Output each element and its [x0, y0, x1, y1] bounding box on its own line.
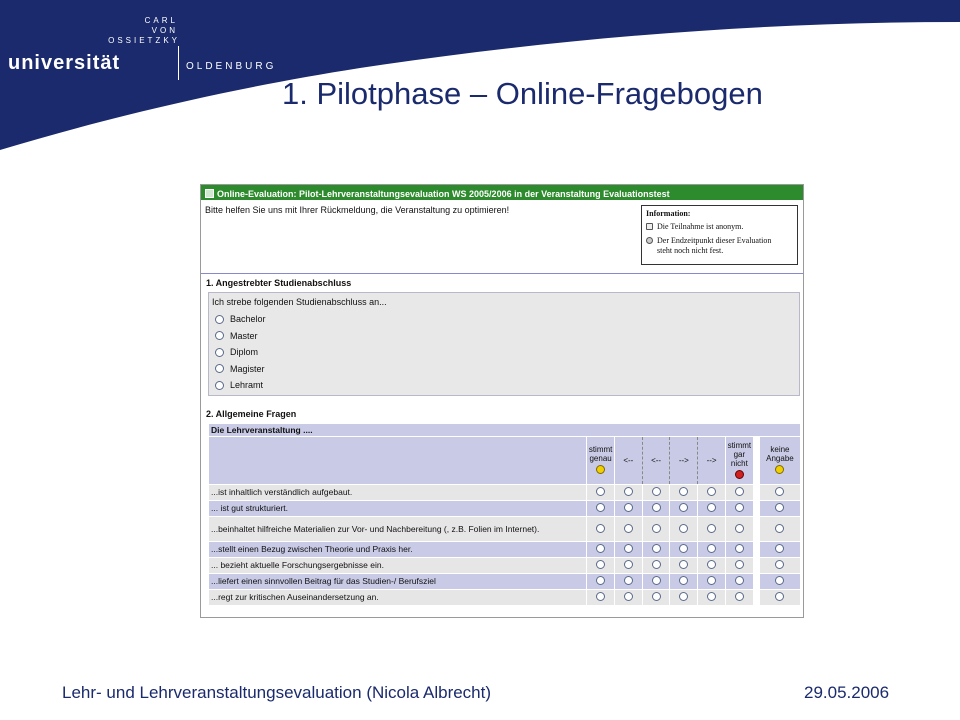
radio-button[interactable] [707, 503, 716, 512]
radio-button[interactable] [652, 524, 661, 533]
radio-button[interactable] [735, 487, 744, 496]
radio-button[interactable] [624, 560, 633, 569]
matrix-question: ...stellt einen Bezug zwischen Theorie und Praxis her. [209, 542, 587, 558]
document-icon [646, 223, 653, 230]
rating-cell[interactable] [670, 501, 698, 517]
rating-cell[interactable] [725, 542, 753, 558]
rating-cell[interactable] [642, 574, 670, 590]
radio-button[interactable] [215, 315, 224, 324]
rating-cell[interactable] [642, 485, 670, 501]
radio-button[interactable] [679, 592, 688, 601]
rating-cell[interactable] [614, 485, 642, 501]
rating-cell[interactable] [587, 574, 615, 590]
col-keine-line2: Angabe [766, 454, 794, 463]
matrix-header-blank [209, 437, 587, 485]
option-label: Bachelor [230, 314, 266, 325]
radio-button[interactable] [596, 544, 605, 553]
rating-cell[interactable] [698, 574, 726, 590]
university-logo [8, 16, 277, 86]
radio-button[interactable] [596, 503, 605, 512]
rating-cell-no-answer[interactable] [759, 574, 800, 590]
radio-button[interactable] [652, 576, 661, 585]
radio-button[interactable] [596, 524, 605, 533]
col-5: --> [698, 437, 726, 485]
rating-cell[interactable] [698, 558, 726, 574]
info-line-2 [657, 236, 771, 256]
radio-button[interactable] [624, 487, 633, 496]
logo-line-2: VON [151, 26, 178, 35]
rating-cell[interactable] [698, 517, 726, 542]
rating-cell[interactable] [725, 574, 753, 590]
rating-cell-no-answer[interactable] [759, 558, 800, 574]
radio-button[interactable] [652, 592, 661, 601]
radio-button[interactable] [775, 544, 784, 553]
radio-button[interactable] [775, 576, 784, 585]
rating-cell[interactable] [698, 542, 726, 558]
rating-cell-no-answer[interactable] [759, 542, 800, 558]
rating-cell[interactable] [642, 517, 670, 542]
intro-area [201, 200, 803, 274]
form-icon [205, 189, 214, 198]
radio-button[interactable] [735, 560, 744, 569]
col-stimmt-gar-nicht [725, 437, 753, 485]
info-line-2b: steht noch nicht fest. [657, 246, 724, 255]
matrix-question: ... ist gut strukturiert. [209, 501, 587, 517]
radio-button[interactable] [596, 560, 605, 569]
radio-button[interactable] [679, 544, 688, 553]
rating-cell[interactable] [642, 542, 670, 558]
rating-cell[interactable] [614, 558, 642, 574]
rating-cell[interactable] [698, 485, 726, 501]
rating-cell[interactable] [670, 517, 698, 542]
radio-button[interactable] [596, 487, 605, 496]
rating-cell-no-answer[interactable] [759, 590, 800, 606]
rating-cell[interactable] [670, 558, 698, 574]
rating-cell[interactable] [614, 517, 642, 542]
col-4: --> [670, 437, 698, 485]
rating-cell[interactable] [614, 542, 642, 558]
col-keine-angabe [759, 437, 800, 485]
rating-matrix [208, 423, 801, 606]
info-line-2a: Der Endzeitpunkt dieser Evaluation [657, 236, 772, 245]
questionnaire-screenshot [200, 184, 804, 618]
option-bachelor[interactable] [209, 311, 799, 328]
rating-cell[interactable] [670, 542, 698, 558]
rating-cell[interactable] [698, 501, 726, 517]
section-2-title: 2. Allgemeine Fragen [206, 409, 297, 419]
radio-button[interactable] [775, 524, 784, 533]
radio-button[interactable] [652, 503, 661, 512]
intro-text: Bitte helfen Sie uns mit Ihrer Rückmeldung, die Veranstaltung zu optimieren! [205, 205, 510, 215]
rating-cell[interactable] [614, 590, 642, 606]
rating-cell[interactable] [725, 558, 753, 574]
radio-button[interactable] [735, 544, 744, 553]
option-magister[interactable] [209, 361, 799, 378]
rating-cell[interactable] [587, 517, 615, 542]
col-gar-nicht-line3: nicht [730, 458, 748, 468]
info-row-anonymous [646, 222, 793, 232]
footer-author: Lehr- und Lehrveranstaltungsevaluation (Nicola Albrecht) [62, 683, 492, 702]
rating-cell[interactable] [614, 574, 642, 590]
radio-button[interactable] [735, 576, 744, 585]
rating-cell[interactable] [725, 501, 753, 517]
option-lehramt[interactable] [209, 377, 799, 394]
option-master[interactable] [209, 328, 799, 345]
section-1-title: 1. Angestrebter Studienabschluss [206, 278, 352, 288]
info-box [641, 205, 798, 265]
logo-line-1: CARL [144, 16, 178, 25]
matrix-question: ...liefert einen sinnvollen Beitrag für das Studien-/ Berufsziel [209, 574, 587, 590]
radio-button[interactable] [775, 560, 784, 569]
rating-cell[interactable] [670, 485, 698, 501]
radio-button[interactable] [735, 524, 744, 533]
logo-city: OLDENBURG [186, 61, 277, 72]
radio-button[interactable] [679, 524, 688, 533]
radio-button[interactable] [775, 592, 784, 601]
clock-icon [646, 237, 653, 244]
rating-cell[interactable] [587, 542, 615, 558]
option-label: Magister [230, 363, 265, 374]
rating-cell[interactable] [725, 485, 753, 501]
radio-button[interactable] [735, 503, 744, 512]
matrix-row [209, 590, 801, 606]
radio-button[interactable] [596, 576, 605, 585]
option-label: Diplom [230, 347, 259, 358]
logo-universitat: universität [8, 52, 121, 74]
radio-button[interactable] [624, 592, 633, 601]
matrix-title-row [209, 424, 801, 437]
radio-button[interactable] [707, 524, 716, 533]
matrix-question: ...ist inhaltlich verständlich aufgebaut. [209, 485, 587, 501]
info-line-1: Die Teilnahme ist anonym. [657, 222, 744, 231]
rating-cell[interactable] [587, 590, 615, 606]
radio-button[interactable] [679, 487, 688, 496]
radio-button[interactable] [775, 503, 784, 512]
radio-button[interactable] [652, 544, 661, 553]
rating-cell-no-answer[interactable] [759, 501, 800, 517]
matrix-title: Die Lehrveranstaltung .... [209, 424, 801, 437]
smiley-neutral-icon [775, 465, 784, 474]
rating-cell[interactable] [670, 590, 698, 606]
question-1-box [208, 292, 800, 396]
rating-cell[interactable] [725, 517, 753, 542]
rating-cell[interactable] [587, 501, 615, 517]
rating-cell[interactable] [614, 501, 642, 517]
screenshot-header-text: Online-Evaluation: Pilot-Lehrveranstaltungsevaluation WS 2005/2006 in der Veranstaltung Evaluationstest [217, 188, 670, 199]
radio-button[interactable] [679, 576, 688, 585]
radio-button[interactable] [215, 364, 224, 373]
radio-button[interactable] [652, 487, 661, 496]
rating-cell[interactable] [587, 485, 615, 501]
radio-button[interactable] [596, 592, 605, 601]
logo-separator [178, 46, 179, 80]
rating-cell[interactable] [670, 574, 698, 590]
radio-button[interactable] [679, 560, 688, 569]
rating-cell[interactable] [642, 558, 670, 574]
col-gar-nicht-line1: stimmt [727, 440, 752, 450]
rating-cell-no-answer[interactable] [759, 517, 800, 542]
screenshot-header [201, 185, 803, 200]
radio-button[interactable] [707, 544, 716, 553]
col-2: <-- [614, 437, 642, 485]
radio-button[interactable] [735, 592, 744, 601]
radio-button[interactable] [215, 381, 224, 390]
logo-line-3: OSSIETZKY [108, 36, 180, 45]
radio-button[interactable] [215, 331, 224, 340]
radio-button[interactable] [707, 576, 716, 585]
col-3: <-- [642, 437, 670, 485]
smiley-happy-icon [596, 465, 605, 474]
radio-button[interactable] [707, 487, 716, 496]
col-stimmt-genau-line2: genau [589, 454, 612, 463]
matrix-question: ... bezieht aktuelle Forschungsergebnisse ein. [209, 558, 587, 574]
rating-cell[interactable] [725, 590, 753, 606]
option-label: Master [230, 330, 258, 341]
radio-button[interactable] [624, 524, 633, 533]
radio-button[interactable] [707, 592, 716, 601]
rating-cell[interactable] [698, 590, 726, 606]
col-gar-nicht-line2: gar [733, 449, 746, 459]
radio-button[interactable] [215, 348, 224, 357]
matrix-question: ...beinhaltet hilfreiche Materialien zur Vor- und Nachbereitung (, z.B. Folien im Internet). [209, 517, 587, 542]
col-stimmt-genau-line1: stimmt [588, 445, 613, 454]
rating-cell[interactable] [587, 558, 615, 574]
option-diplom[interactable] [209, 344, 799, 361]
footer-date: 29.05.2006 [804, 683, 890, 702]
matrix-row [209, 574, 801, 590]
matrix-row [209, 501, 801, 517]
smiley-sad-icon [735, 470, 744, 479]
info-row-endtime [646, 236, 793, 256]
matrix-row [209, 558, 801, 574]
question-1-text: Ich strebe folgenden Studienabschluss an... [212, 297, 387, 307]
radio-button[interactable] [707, 560, 716, 569]
col-keine-line1: keine [770, 445, 790, 454]
rating-cell-no-answer[interactable] [759, 485, 800, 501]
matrix-question: ...regt zur kritischen Auseinandersetzung an. [209, 590, 587, 606]
matrix-row [209, 542, 801, 558]
radio-button[interactable] [624, 576, 633, 585]
info-title: Information: [646, 209, 691, 218]
rating-cell[interactable] [642, 501, 670, 517]
col-stimmt-genau [587, 437, 615, 485]
radio-button[interactable] [679, 503, 688, 512]
radio-button[interactable] [624, 544, 633, 553]
matrix-row [209, 517, 801, 542]
radio-button[interactable] [624, 503, 633, 512]
slide-title: 1. Pilotphase – Online-Fragebogen [282, 76, 763, 111]
radio-button[interactable] [652, 560, 661, 569]
rating-cell[interactable] [642, 590, 670, 606]
matrix-column-headers [209, 437, 801, 485]
radio-button[interactable] [775, 487, 784, 496]
option-label: Lehramt [230, 380, 264, 391]
matrix-row [209, 485, 801, 501]
